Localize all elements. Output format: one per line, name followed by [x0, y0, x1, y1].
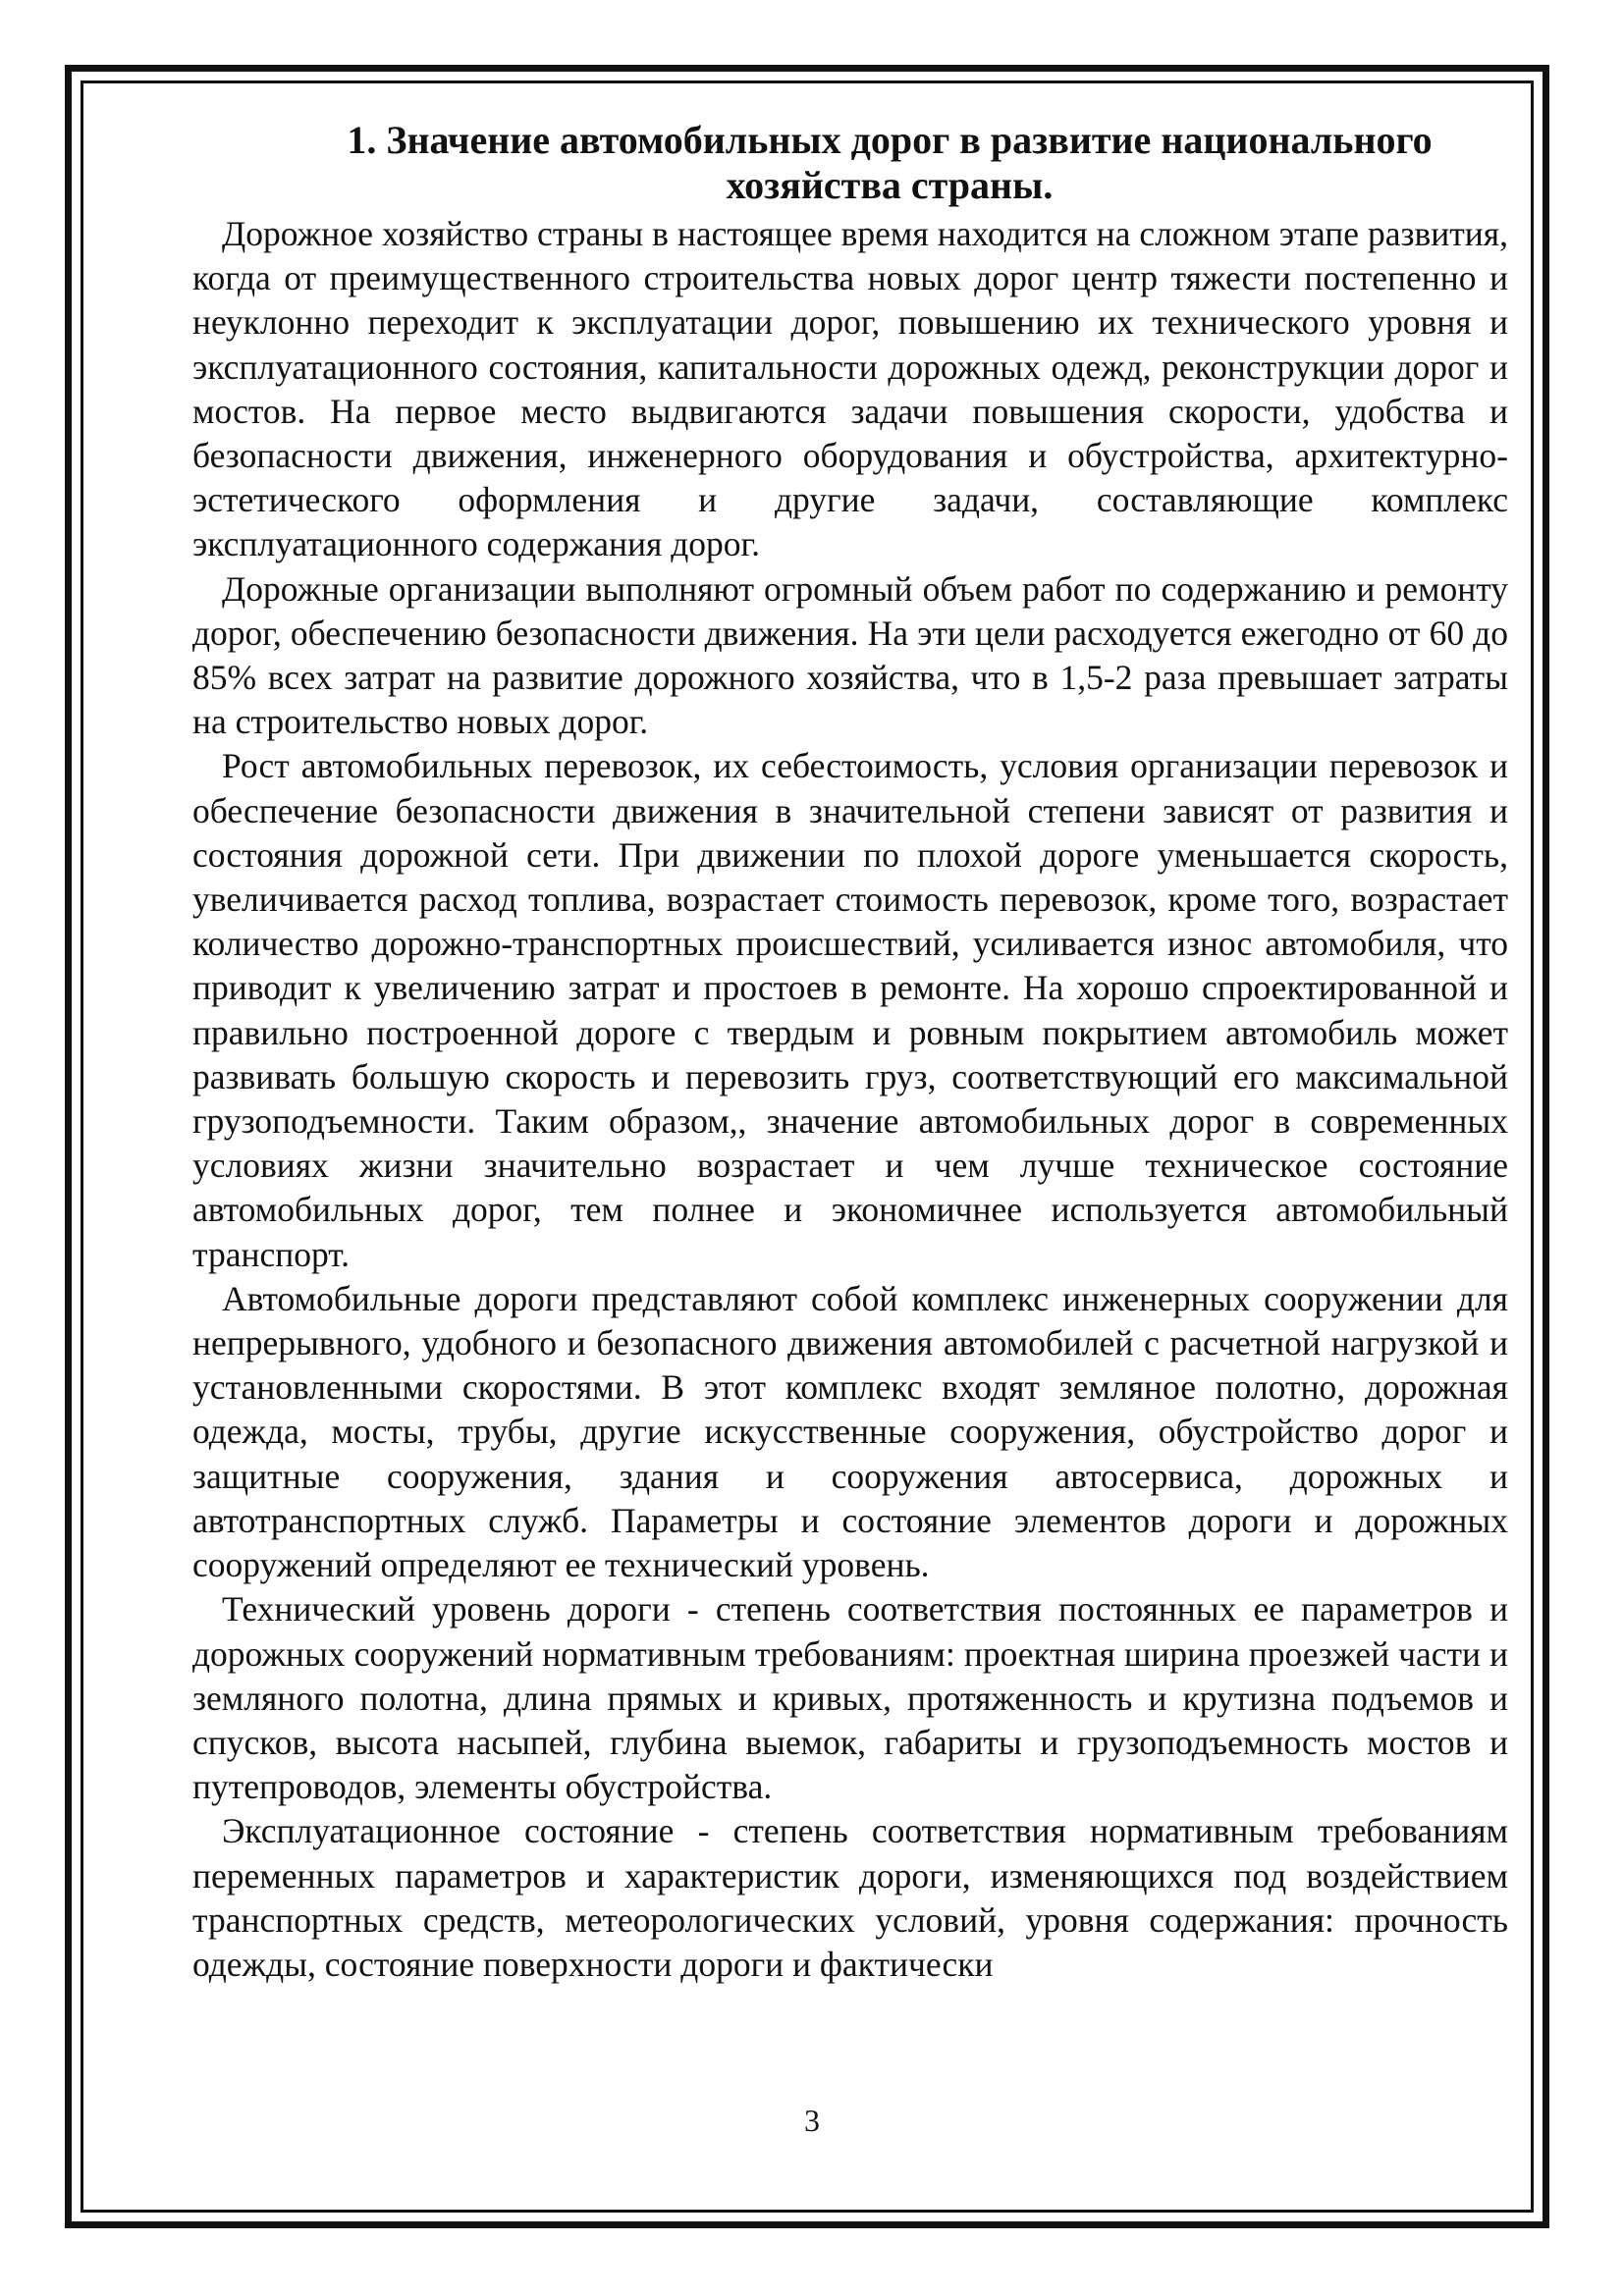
- paragraph-transport-growth: Рост автомобильных перевозок, их себестоимость, условия организации перевозок и обеспечение безопасности движения в значительной степени зависят от развития и состояния дорожной сети. При движении по плохой дороге уменьшается скорость, увеличивается расход топлива, возрастает стоимость перевозок, кроме того, возрастает количество дорожно-транспортных происшествий, усиливается износ автомобиля, что приводит к увеличению затрат и простоев в ремонте. На хорошо спроектированной и правильно построенной дороге с твердым и ровным покрытием автомобиль может развивать большую скорость и перевозить груз, соответствующий его максимальной грузоподъемности. Таким образом,, значение автомобильных дорог в современных условиях жизни значительно возрастает и чем лучше техническое состояние автомобильных дорог, тем полнее и экономичнее используется автомобильный транспорт.: [192, 746, 1508, 1274]
- paragraph-road-economy: Дорожное хозяйство страны в настоящее время находится на сложном этапе развития, когда от преимущественного строительства новых дорог центр тяжести постепенно и неуклонно переходит к эксплуатации дорог, повышению их технического уровня и эксплуатационного состояния, капитальности дорожных одежд, реконструкции дорог и мостов. На первое место выдвигаются задачи повышения скорости, удобства и безопасности движения, инженерного оборудования и обустройства, архитектурно-эстетического оформления и другие задачи, составляющие комплекс эксплуатационного содержания дорог.: [192, 214, 1508, 564]
- section-title-line-1: 1. Значение автомобильных дорог в развитие национального: [347, 118, 1433, 162]
- paragraph-road-organizations: Дорожные организации выполняют огромный объем работ по содержанию и ремонту дорог, обеспечению безопасности движения. На эти цели расходуется ежегодно от 60 до 85% всех затрат на развитие дорожного хозяйства, что в 1,5-2 раза превышает затраты на строительство новых дорог.: [192, 568, 1508, 742]
- paragraph-operational-state: Эксплуатационное состояние - степень соответствия нормативным требованиям переменных параметров и характеристик дороги, изменяющихся под воздействием транспортных средств, метеорологических условий, уровня содержания: прочность одежды, состояние поверхности дороги и фактически: [192, 1811, 1508, 1984]
- section-title-line-2: хозяйства страны.: [726, 163, 1054, 207]
- page-number: 3: [804, 2103, 820, 2138]
- paragraph-roads-complex: Автомобильные дороги представляют собой комплекс инженерных сооружении для непрерывного, удобного и безопасного движения автомобилей с расчетной нагрузкой и установленными скоростями. В этот комплекс входят земляное полотно, дорожная одежда, мосты, трубы, другие искусственные сооружения, обустройство дорог и защитные сооружения, здания и сооружения автосервиса, дорожных и автотранспортных служб. Параметры и состояние элементов дороги и дорожных сооружений определяют ее технический уровень.: [192, 1278, 1508, 1585]
- paragraph-technical-level: Технический уровень дороги - степень соответствия постоянных ее параметров и дорожных сооружений нормативным требованиям: проектная ширина проезжей части и земляного полотна, длина прямых и кривых, протяженность и крутизна подъемов и спусков, высота насыпей, глубина выемок, габариты и грузоподъемность мостов и путепроводов, элементы обустройства.: [192, 1589, 1508, 1807]
- page-content: [192, 118, 1508, 1987]
- section-title: [271, 118, 1508, 208]
